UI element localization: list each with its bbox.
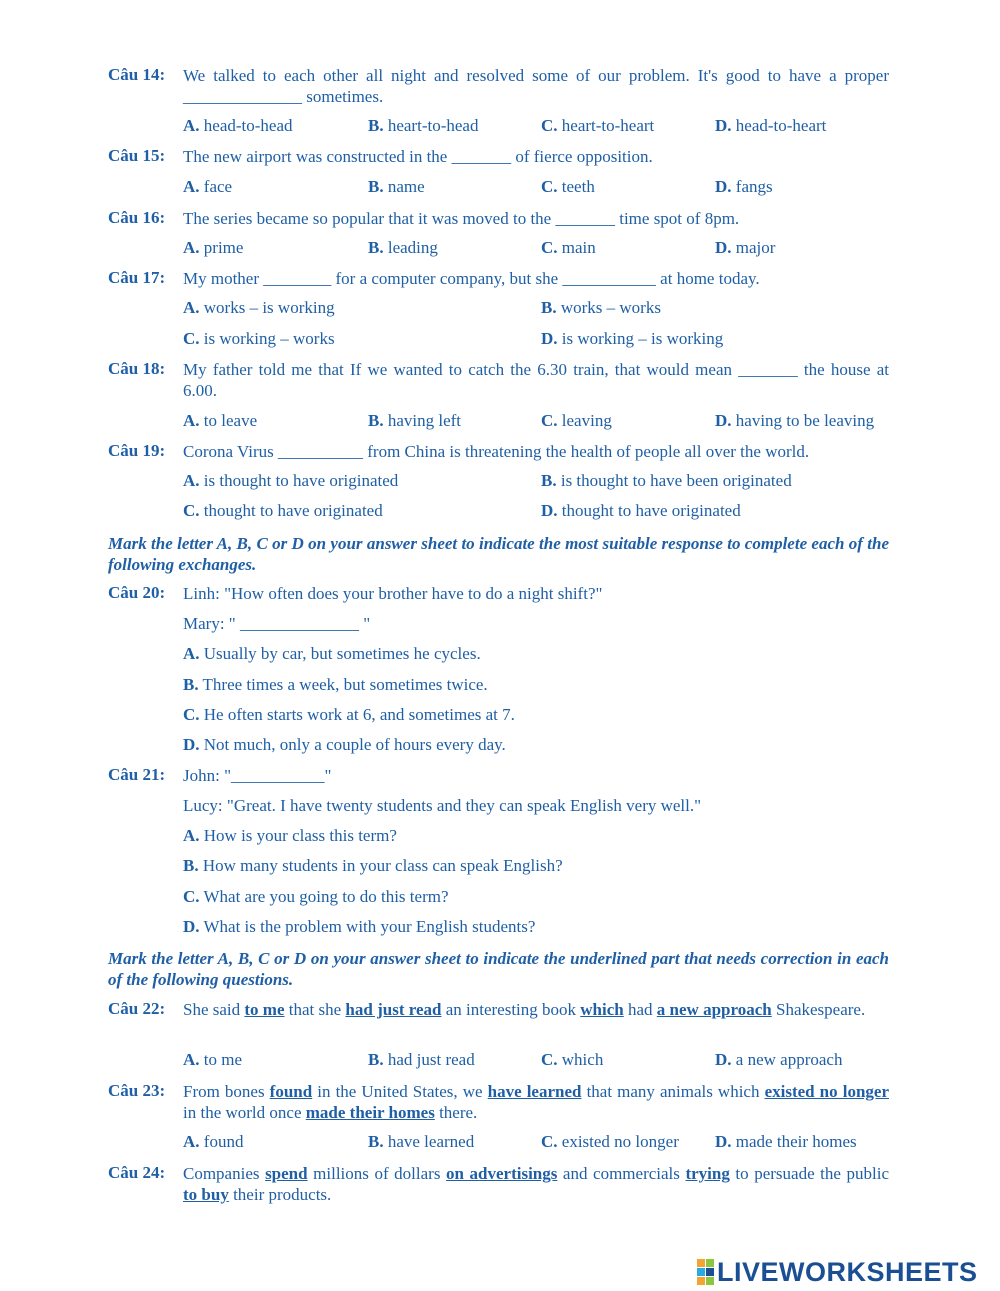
option-b[interactable]: B. is thought to have been originated — [541, 471, 792, 490]
option-c[interactable]: C. main — [541, 238, 596, 257]
option-a[interactable]: A. is thought to have originated — [183, 471, 399, 490]
option-d[interactable]: D. head-to-heart — [715, 116, 827, 135]
option-c[interactable]: C. which — [541, 1050, 604, 1069]
question-19 — [108, 441, 889, 462]
question-number: Câu 15: — [108, 146, 166, 165]
option-b[interactable]: B. name — [368, 177, 425, 196]
option-d[interactable]: D. made their homes — [715, 1132, 857, 1151]
question-text: The new airport was constructed in the _______ of fierce opposition. — [183, 147, 653, 166]
underlined-part-d[interactable]: to buy — [183, 1185, 229, 1204]
question-17 — [108, 268, 889, 289]
instruction-exchanges: Mark the letter A, B, C or D on your answer sheet to indicate the most suitable response to complete each of the following exchanges. — [108, 534, 889, 574]
question-24 — [108, 1163, 889, 1205]
option-d[interactable]: D. major — [715, 238, 776, 257]
question-text: My father told me that If we wanted to catch the 6.30 train, that would mean _______ the house at 6.00. — [183, 360, 889, 400]
logo-square — [706, 1259, 714, 1267]
underlined-part-c[interactable]: trying — [685, 1164, 730, 1183]
question-number: Câu 19: — [108, 441, 166, 460]
liveworksheets-logo — [697, 1257, 978, 1287]
option-a[interactable]: A. face — [183, 177, 233, 196]
question-14 — [108, 65, 889, 107]
option-c[interactable]: C. teeth — [541, 177, 595, 196]
question-20 — [108, 583, 889, 604]
option-c[interactable]: C. He often starts work at 6, and sometimes at 7. — [183, 705, 515, 724]
question-text: Companies spend millions of dollars on advertisings and commercials trying to persuade the public to buy their products. — [183, 1164, 890, 1204]
option-b[interactable]: B. How many students in your class can speak English? — [183, 856, 563, 875]
question-number: Câu 14: — [108, 65, 166, 84]
option-d[interactable]: D. What is the problem with your English students? — [183, 917, 536, 936]
option-c[interactable]: C. What are you going to do this term? — [183, 887, 449, 906]
option-b[interactable]: B. have learned — [368, 1132, 475, 1151]
option-c[interactable]: C. leaving — [541, 411, 612, 430]
option-a[interactable]: A. to me — [183, 1050, 243, 1069]
logo-mark-icon — [697, 1259, 714, 1285]
question-number: Câu 18: — [108, 359, 166, 378]
question-23 — [108, 1081, 889, 1123]
option-b[interactable]: B. works – works — [541, 298, 661, 317]
underlined-part-d[interactable]: a new approach — [656, 1000, 772, 1019]
option-d[interactable]: D. Not much, only a couple of hours every day. — [183, 735, 506, 754]
question-20-line-2: Mary: " ______________ " — [183, 614, 371, 633]
question-text: The series became so popular that it was moved to the _______ time spot of 8pm. — [183, 209, 740, 228]
question-text: She said to me that she had just read an interesting book which had a new approach Shakespeare. — [183, 1000, 866, 1019]
option-b[interactable]: B. Three times a week, but sometimes twice. — [183, 675, 488, 694]
question-15 — [108, 146, 889, 167]
option-a[interactable]: A. prime — [183, 238, 244, 257]
underlined-part-c[interactable]: existed no longer — [764, 1082, 889, 1101]
option-c[interactable]: C. heart-to-heart — [541, 116, 655, 135]
underlined-part-a[interactable]: found — [269, 1082, 313, 1101]
question-number: Câu 24: — [108, 1163, 166, 1182]
option-a[interactable]: A. Usually by car, but sometimes he cycles. — [183, 644, 481, 663]
question-line-1: John: "___________" — [183, 766, 332, 785]
question-line-1: Linh: "How often does your brother have to do a night shift?" — [183, 584, 603, 603]
logo-square — [706, 1277, 714, 1285]
instruction-correction: Mark the letter A, B, C or D on your answer sheet to indicate the underlined part that needs correction in each of the following questions. — [108, 949, 889, 989]
question-number: Câu 17: — [108, 268, 166, 287]
option-b[interactable]: B. heart-to-head — [368, 116, 479, 135]
underlined-part-d[interactable]: made their homes — [305, 1103, 435, 1122]
underlined-part-a[interactable]: to me — [244, 1000, 285, 1019]
question-number: Câu 16: — [108, 208, 166, 227]
option-d[interactable]: D. is working – is working — [541, 329, 724, 348]
question-21-line-2: Lucy: "Great. I have twenty students and they can speak English very well." — [183, 796, 702, 815]
underlined-part-c[interactable]: which — [580, 1000, 624, 1019]
option-c[interactable]: C. existed no longer — [541, 1132, 679, 1151]
option-d[interactable]: D. fangs — [715, 177, 773, 196]
question-number: Câu 22: — [108, 999, 166, 1018]
question-number: Câu 20: — [108, 583, 166, 602]
option-a[interactable]: A. to leave — [183, 411, 258, 430]
question-text: We talked to each other all night and resolved some of our problem. It's good to have a proper ______________ sometimes. — [183, 66, 889, 106]
underlined-part-b[interactable]: had just read — [345, 1000, 442, 1019]
logo-square — [697, 1259, 705, 1267]
underlined-part-b[interactable]: on advertisings — [446, 1164, 558, 1183]
question-21 — [108, 765, 889, 786]
option-a[interactable]: A. found — [183, 1132, 244, 1151]
option-d[interactable]: D. having to be leaving — [715, 411, 875, 430]
question-number: Câu 23: — [108, 1081, 166, 1100]
option-a[interactable]: A. works – is working — [183, 298, 335, 317]
underlined-part-a[interactable]: spend — [265, 1164, 308, 1183]
option-d[interactable]: D. a new approach — [715, 1050, 843, 1069]
option-b[interactable]: B. leading — [368, 238, 438, 257]
question-16 — [108, 208, 889, 229]
option-c[interactable]: C. thought to have originated — [183, 501, 383, 520]
question-number: Câu 21: — [108, 765, 166, 784]
question-22 — [108, 999, 889, 1020]
logo-square — [697, 1277, 705, 1285]
option-c[interactable]: C. is working – works — [183, 329, 335, 348]
question-text: My mother ________ for a computer company, but she ___________ at home today. — [183, 269, 760, 288]
underlined-part-b[interactable]: have learned — [487, 1082, 582, 1101]
option-d[interactable]: D. thought to have originated — [541, 501, 741, 520]
option-a[interactable]: A. head-to-head — [183, 116, 293, 135]
logo-square — [706, 1268, 714, 1276]
logo-square — [697, 1268, 705, 1276]
option-a[interactable]: A. How is your class this term? — [183, 826, 397, 845]
question-18 — [108, 359, 889, 401]
option-b[interactable]: B. had just read — [368, 1050, 475, 1069]
question-text: Corona Virus __________ from China is threatening the health of people all over the world. — [183, 442, 810, 461]
question-text: From bones found in the United States, we have learned that many animals which existed no longer in the world once made their homes there. — [183, 1082, 889, 1122]
option-b[interactable]: B. having left — [368, 411, 462, 430]
logo-text: LIVEWORKSHEETS — [717, 1256, 978, 1287]
